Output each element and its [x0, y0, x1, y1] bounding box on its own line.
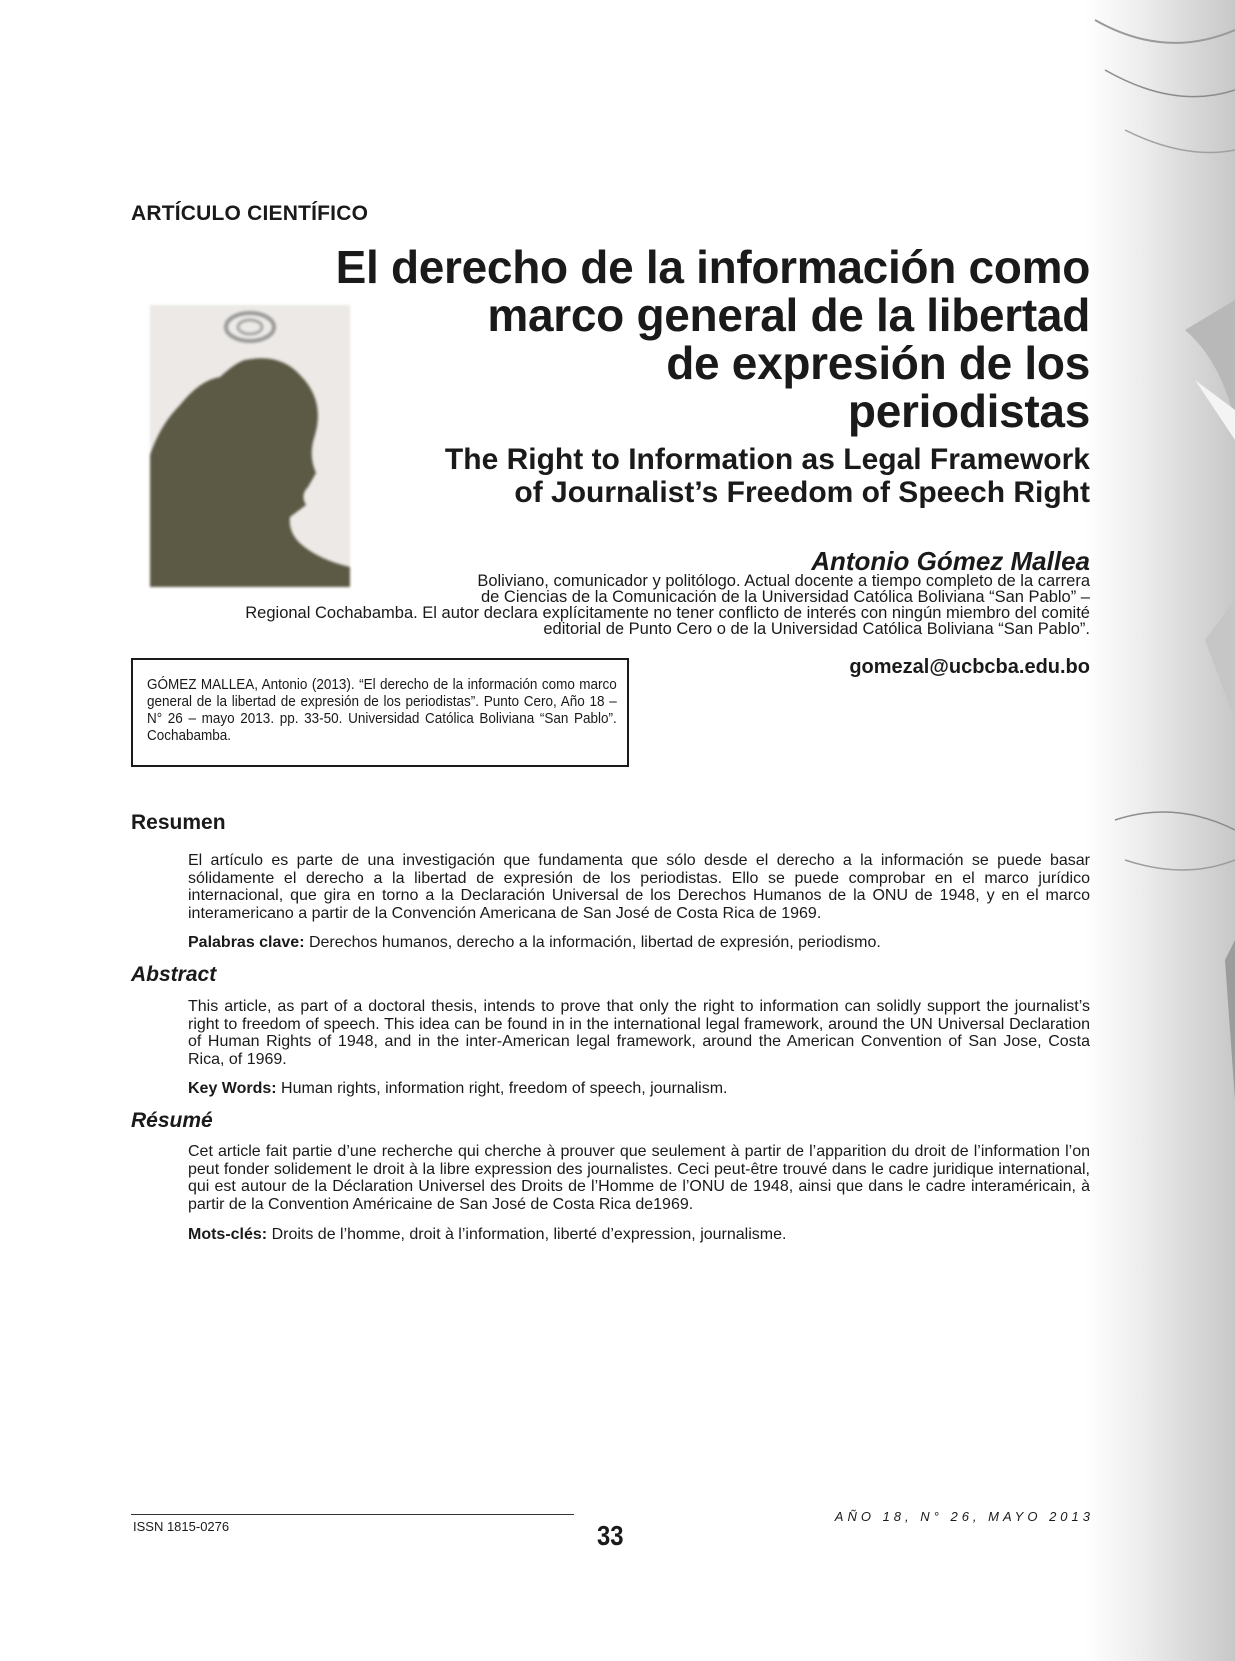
abstract-keywords-value: Human rights, information right, freedom of speech, journalism. — [276, 1080, 728, 1097]
author-bio — [150, 573, 1090, 637]
title-english — [360, 443, 1090, 509]
abstract-heading: Abstract — [131, 963, 217, 986]
resume-keywords — [188, 1226, 1090, 1244]
resume-heading: Résumé — [131, 1109, 213, 1132]
footer-divider — [131, 1514, 574, 1515]
author-bio-line: de Ciencias de la Comunicación de la Universidad Católica Boliviana “San Pablo” – — [480, 588, 1090, 606]
author-bio-line: Regional Cochabamba. El autor declara explícitamente no tener conflicto de interés con ningún miembro del comité — [245, 604, 1090, 622]
page-number: 33 — [597, 1520, 624, 1551]
decorative-brush-strokes — [1085, 0, 1235, 1661]
abstract-keywords — [188, 1080, 1090, 1098]
title-en-line: The Right to Information as Legal Framework — [444, 443, 1090, 476]
title-es-line: El derecho de la información como — [335, 241, 1090, 293]
resumen-keywords-value: Derechos humanos, derecho a la información, libertad de expresión, periodismo. — [304, 934, 881, 951]
author-bio-line: Boliviano, comunicador y politólogo. Actual docente a tiempo completo de la carrera — [477, 572, 1090, 590]
citation-text: GÓMEZ MALLEA, Antonio (2013). “El derecho de la información como marco general de la libertad de expresión de los periodistas”. Punto Cero, Año 18 – N° 26 – mayo 2013. pp. 33-50. Universidad Católica Boliviana “San Pablo”. Cochabamba. — [147, 676, 617, 744]
decorative-side-band — [1085, 0, 1235, 1661]
citation-box — [131, 658, 629, 767]
title-spanish — [260, 243, 1090, 435]
resumen-keywords — [188, 934, 1090, 952]
resumen-heading: Resumen — [131, 811, 226, 834]
footer-issn: ISSN 1815-0276 — [133, 1519, 230, 1534]
resumen-keywords-label: Palabras clave: — [188, 934, 305, 951]
title-es-line: de expresión de los — [666, 337, 1090, 389]
section-label: ARTÍCULO CIENTÍFICO — [131, 202, 369, 225]
title-es-line: periodistas — [847, 385, 1090, 437]
footer-issue: AÑO 18, N° 26, MAYO 2013 — [834, 1509, 1094, 1524]
title-es-line: marco general de la libertad — [487, 289, 1090, 341]
resume-keywords-value: Droits de l’homme, droit à l’information, liberté d’expression, journalisme. — [267, 1226, 787, 1243]
title-en-line: of Journalist’s Freedom of Speech Right — [514, 476, 1090, 509]
abstract-text: This article, as part of a doctoral thesis, intends to prove that only the right to information can solidly support the journalist’s right to freedom of speech. This idea can be found in in the international legal framework, around the UN Universal Declaration of Human Rights of 1948, and in the inter-American legal framework, around the American Convention of San Jose, Costa Rica, of 1969. — [188, 998, 1090, 1068]
author-email[interactable]: gomezal@ucbcba.edu.bo — [849, 656, 1090, 678]
author-bio-line: editorial de Punto Cero o de la Universidad Católica Boliviana “San Pablo”. — [543, 620, 1090, 638]
author-name: Antonio Gómez Mallea — [811, 546, 1090, 576]
resumen-text: El artículo es parte de una investigación que fundamenta que sólo desde el derecho a la información se puede basar sólidamente el derecho a la libertad de expresión de los periodistas. Ello se puede comprobar en el marco jurídico internacional, que gira en torno a la Declaración Universal de los Derechos Humanos de la ONU de 1948, y en el marco interamericano a partir de la Convención Americana de San José de Costa Rica de 1969. — [188, 852, 1090, 922]
resume-keywords-label: Mots-clés: — [188, 1226, 268, 1243]
resume-text: Cet article fait partie d’une recherche qui cherche à prouver que seulement à partir de l’apparition du droit de l’information l’on peut fonder solidement le droit à la libre expression des journalistes. Ceci peut-être trouvé dans le cadre juridique international, qui est autour de la Déclaration Universel des Droits de l’Homme de l’ONU de 1948, ainsi que dans le cadre interaméricain, à partir de la Convention Américaine de San José de Costa Rica de1969. — [188, 1143, 1090, 1213]
abstract-keywords-label: Key Words: — [188, 1080, 277, 1097]
